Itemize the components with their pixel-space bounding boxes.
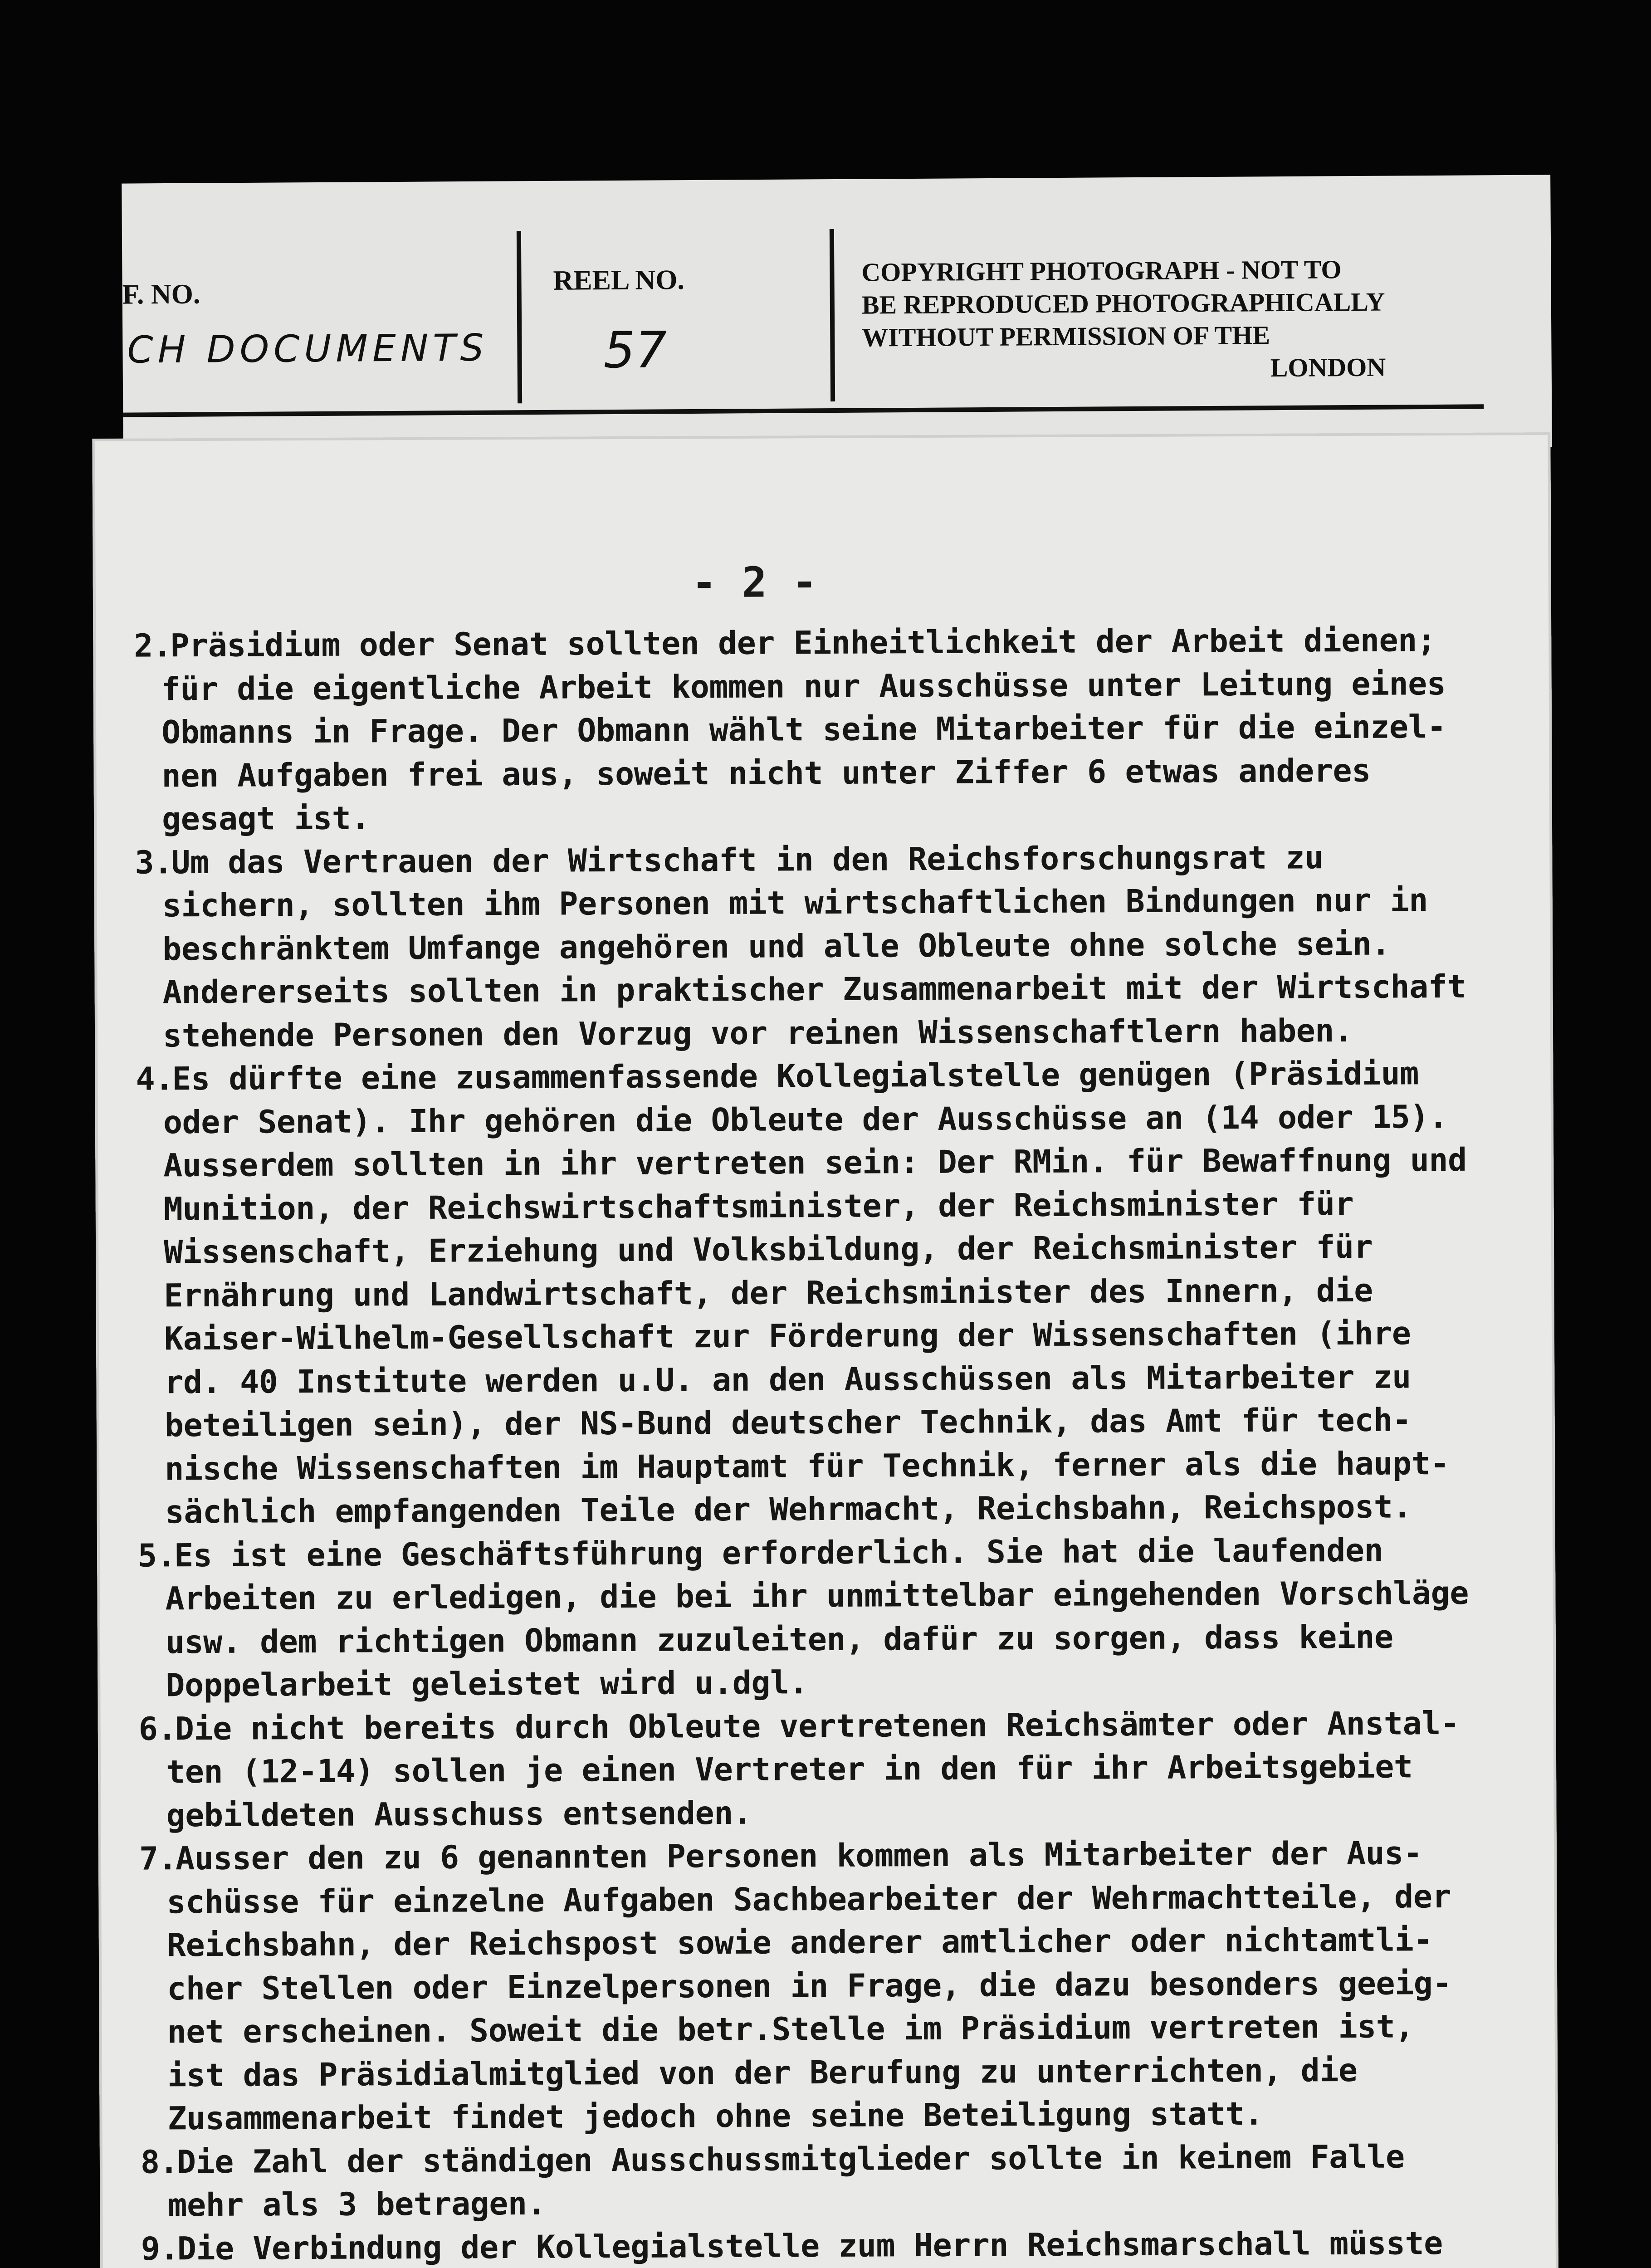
line-text: Obmanns in Frage. Der Obmann wählt seine Mitarbeiter für die einzel- [161,708,1446,751]
line-text: Kaiser-Wilhelm-Gesellschaft zur Förderung der Wissenschaften (ihre [164,1315,1411,1358]
document-line [98,1874,1557,1924]
line-text: schüsse für einzelne Aufgaben Sachbearbeiter der Wehrmachtteile, der [166,1877,1451,1921]
copyright-notice [861,251,1633,386]
document-body [93,618,1559,2268]
ref-cell [122,181,531,419]
line-text: für die eigentliche Arbeit kommen nur Ausschüsse unter Leitung eines [161,665,1446,708]
document-line [100,2134,1558,2184]
line-text: Die nicht bereits durch Obleute vertretenen Reichsämter oder Anstal- [175,1704,1460,1747]
document-line [98,1831,1557,1881]
line-text: Doppelarbeit geleistet wird u.dgl. [166,1664,808,1704]
document-line [97,1485,1555,1535]
header-divider [830,229,835,401]
document-line [94,792,1552,841]
document-line [94,835,1552,885]
line-text: mehr als 3 betragen. [168,2185,546,2224]
document-line [94,965,1553,1015]
copyright-line: LONDON [1270,352,1386,383]
document-line [99,2048,1558,2097]
line-text: ist das Präsidialmitglied von der Berufung zu unterrichten, die [167,2051,1358,2094]
document-line [96,1311,1554,1361]
document-line [95,1051,1553,1101]
paragraph-number: 8. [140,2143,179,2181]
document-line [96,1354,1554,1404]
paragraph-number: 4. [136,1060,174,1098]
line-text: beteiligen sein), der NS-Bund deutscher Technik, das Amt für tech- [164,1401,1412,1444]
paragraph-number: 3. [135,843,173,881]
line-text: Zusammenarbeit findet jedoch ohne seine Beteiligung statt. [167,2095,1263,2137]
document-line [97,1398,1555,1448]
document-line [93,618,1551,668]
document-line [98,1614,1556,1664]
page-number: - 2 - [691,558,817,607]
document-line [100,2178,1558,2228]
paragraph-number: 2. [134,627,172,665]
line-text: beschränktem Umfange angehören und alle Obleute ohne solche sein. [162,925,1391,968]
line-text: Arbeiten zu erledigen, die bei ihr unmittelbar eingehenden Vorschläge [165,1574,1469,1618]
paragraph-number: 6. [138,1710,177,1748]
document-line [98,1658,1556,1708]
line-text: gebildeten Ausschuss entsenden. [166,1794,752,1834]
line-text: Ernährung und Landwirtschaft, der Reichsminister des Innern, die [164,1271,1373,1314]
document-line [98,1745,1556,1794]
paragraph-number: 7. [139,1840,177,1877]
ref-label: F. NO. [122,279,200,310]
document-line [96,1181,1554,1231]
paragraph-number: 9. [141,2229,179,2268]
line-text: net erscheinen. Soweit die betr.Stelle im Präsidium vertreten ist, [167,2008,1414,2051]
line-text: Die Zahl der ständigen Ausschussmitglieder sollte in keinem Falle [176,2137,1405,2180]
line-text: ten (12-14) sollen je einen Vertreter in den für ihr Arbeitsgebiet [166,1748,1413,1791]
line-text: Es dürfte eine zusammenfassende Kollegialstelle genügen (Präsidium [172,1055,1419,1098]
reel-header-sheet [122,175,1552,455]
line-text: Reichsbahn, der Reichspost sowie anderer amtlicher oder nichtamtli- [166,1921,1433,1964]
line-text: nen Aufgaben frei aus, soweit nicht unter Ziffer 6 etwas anderes [161,752,1371,794]
line-text: Um das Vertrauen der Wirtschaft in den Reichsforschungsrat zu [171,838,1324,881]
line-text: rd. 40 Institute werden u.U. an den Ausschüssen als Mitarbeiter zu [164,1358,1412,1401]
document-line [99,1961,1557,2011]
document-line [98,1788,1556,1838]
line-text: Ausser den zu 6 genannten Personen kommen als Mitarbeiter der Aus- [175,1834,1422,1877]
line-text: Andererseits sollten in praktischer Zusammenarbeit mit der Wirtschaft [162,968,1466,1011]
copyright-line: COPYRIGHT PHOTOGRAPH - NOT TO [861,254,1342,287]
document-line [96,1225,1554,1275]
line-text: oder Senat). Ihr gehören die Obleute der Ausschüsse an (14 oder 15). [163,1098,1448,1141]
document-line [95,1095,1553,1144]
line-text: stehende Personen den Vorzug vor reinen Wissenschaftlern haben. [162,1012,1353,1054]
line-text: Munition, der Reichswirtschaftsminister, der Reichsminister für [163,1185,1354,1227]
reel-value: 57 [603,321,667,380]
line-text: gesagt ist. [161,799,370,838]
document-line [94,922,1553,972]
document-line [99,2004,1557,2054]
line-text: Präsidium oder Senat sollten der Einheitlichkeit der Arbeit dienen; [170,621,1436,665]
line-text: sichern, sollten ihm Personen mit wirtschaftlichen Bindungen nur in [162,881,1428,924]
document-line [97,1571,1555,1621]
document-line [96,1268,1554,1318]
ref-value: CH DOCUMENTS [127,326,488,372]
line-text: Es ist eine Geschäftsführung erforderlich. Sie hat die laufenden [174,1531,1383,1574]
document-line [98,1701,1556,1751]
copyright-line: BE REPRODUCED PHOTOGRAPHICALLY [861,287,1385,320]
document-line [97,1528,1555,1578]
document-line [95,1138,1553,1188]
copyright-line: WITHOUT PERMISSION OF THE [862,320,1270,352]
line-text: Die Verbindung der Kollegialstelle zum Herrn Reichsmarschall müsste [177,2224,1443,2267]
document-line [97,1441,1555,1491]
reel-label: REEL NO. [553,264,685,296]
line-text: Wissenschaft, Erziehung und Volksbildung, der Reichsminister für [163,1228,1373,1271]
paragraph-number: 5. [137,1536,176,1574]
document-line [100,2221,1558,2268]
document-line [99,2091,1558,2141]
document-page [92,432,1561,2268]
line-text: Ausserdem sollten in ihr vertreten sein: Der RMin. für Bewaffnung und [163,1141,1467,1184]
document-line [94,878,1553,928]
document-line [93,662,1552,712]
document-line [95,1008,1553,1058]
line-text: cher Stellen oder Einzelpersonen in Frage, die dazu besonders geeig- [167,1964,1452,2007]
line-text: nische Wissenschaften im Hauptamt für Technik, ferner als die haupt- [165,1444,1450,1487]
document-line [99,1918,1557,1968]
document-line [93,748,1552,798]
line-text: sächlich empfangenden Teile der Wehrmacht, Reichsbahn, Reichspost. [165,1488,1412,1531]
line-text: usw. dem richtigen Obmann zuzuleiten, dafür zu sorgen, dass keine [165,1618,1393,1661]
document-line [93,705,1552,755]
